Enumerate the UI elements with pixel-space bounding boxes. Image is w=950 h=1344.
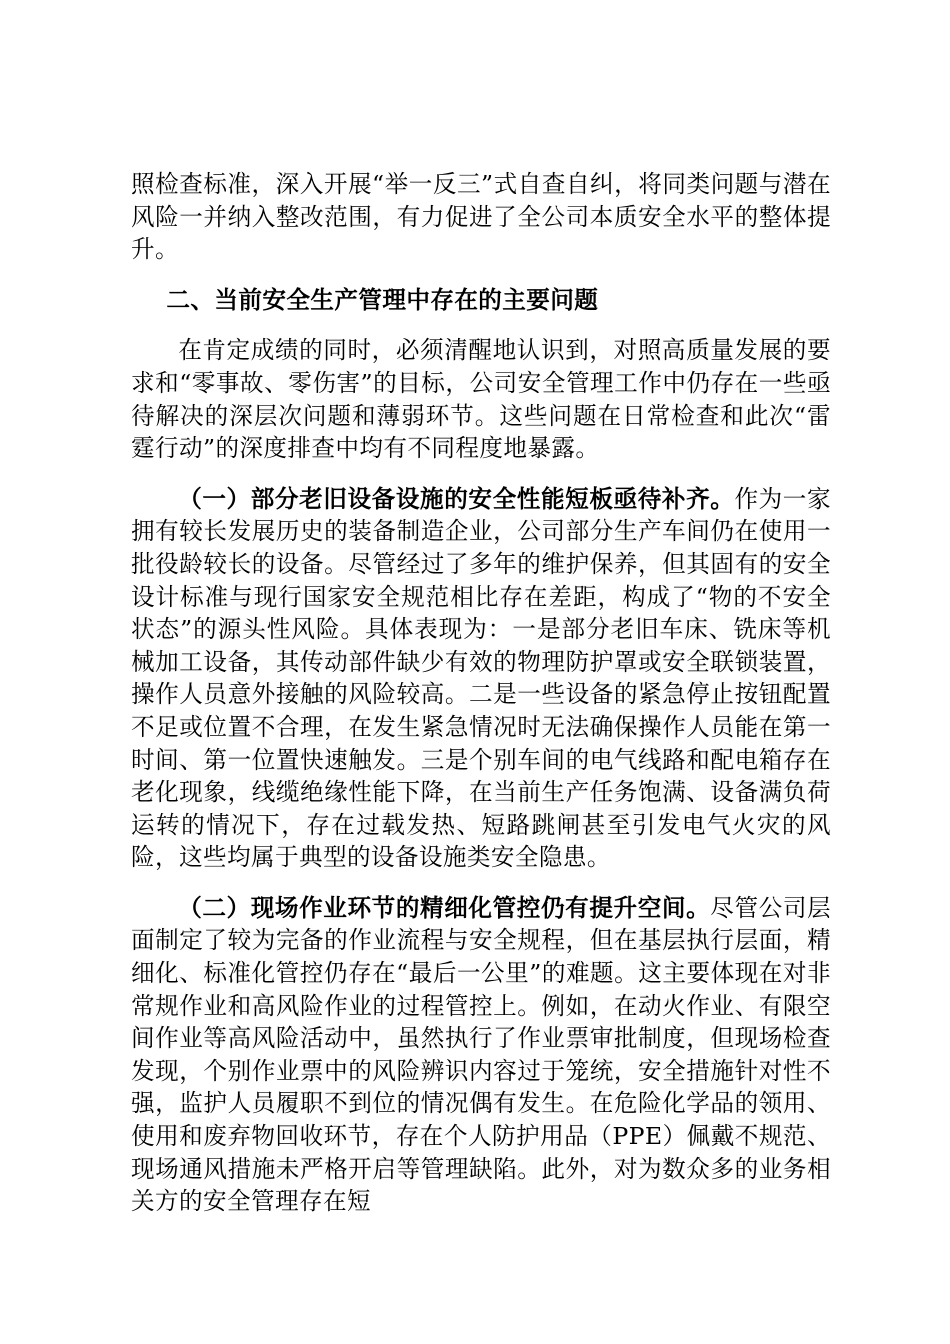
paragraph-item-2 — [131, 892, 831, 1218]
section-heading: 二、当前安全生产管理中存在的主要问题 — [166, 285, 599, 314]
paragraph-continuation: 照检查标准，深入开展“举一反三”式自查自纠，将同类问题与潜在风险一并纳入整改范围，有力促进了全公司本质安全水平的整体提升。 — [131, 170, 831, 264]
item-1-heading: （一）部分老旧设备设施的安全性能短板亟待补齐。 — [178, 484, 735, 513]
paragraph-intro: 在肯定成绩的同时，必须清醒地认识到，对照高质量发展的要求和“零事故、零伤害”的目标，公司安全管理工作中仍存在一些亟待解决的深层次问题和薄弱环节。这些问题在日常检查和此次“雷霆行动”的深度排查中均有不同程度地暴露。 — [131, 336, 831, 463]
item-2-body: 尽管公司层面制定了较为完备的作业流程与安全规程，但在基层执行层面，精细化、标准化管控仍存在“最后一公里”的难题。这主要体现在对非常规作业和高风险作业的过程管控上。例如，在动火作业、有限空间作业等高风险活动中，虽然执行了作业票审批制度，但现场检查发现，个别作业票中的风险辨识内容过于笼统，安全措施针对性不强，监护人员履职不到位的情况偶有发生。在危险化学品的领用、使用和废弃物回收环节，存在个人防护用品（PPE）佩戴不规范、现场通风措施未严格开启等管理缺陷。此外，对为数众多的业务相关方的安全管理存在短 — [131, 893, 831, 1216]
item-1-body: 作为一家拥有较长发展历史的装备制造企业，公司部分生产车间仍在使用一批役龄较长的设备。尽管经过了多年的维护保养，但其固有的安全设计标准与现行国家安全规范相比存在差距，构成了“物的不安全状态”的源头性风险。具体表现为：一是部分老旧车床、铣床等机械加工设备，其传动部件缺少有效的物理防护罩或安全联锁装置，操作人员意外接触的风险较高。二是一些设备的紧急停止按钮配置不足或位置不合理，在发生紧急情况时无法确保操作人员能在第一时间、第一位置快速触发。三是个别车间的电气线路和配电箱存在老化现象，线缆绝缘性能下降，在当前生产任务饱满、设备满负荷运转的情况下，存在过载发热、短路跳闸甚至引发电气火灾的风险，这些均属于典型的设备设施类安全隐患。 — [131, 484, 831, 872]
document-page — [131, 168, 831, 1218]
paragraph-item-1 — [131, 483, 831, 874]
item-2-heading: （二）现场作业环节的精细化管控仍有提升空间。 — [178, 893, 711, 922]
